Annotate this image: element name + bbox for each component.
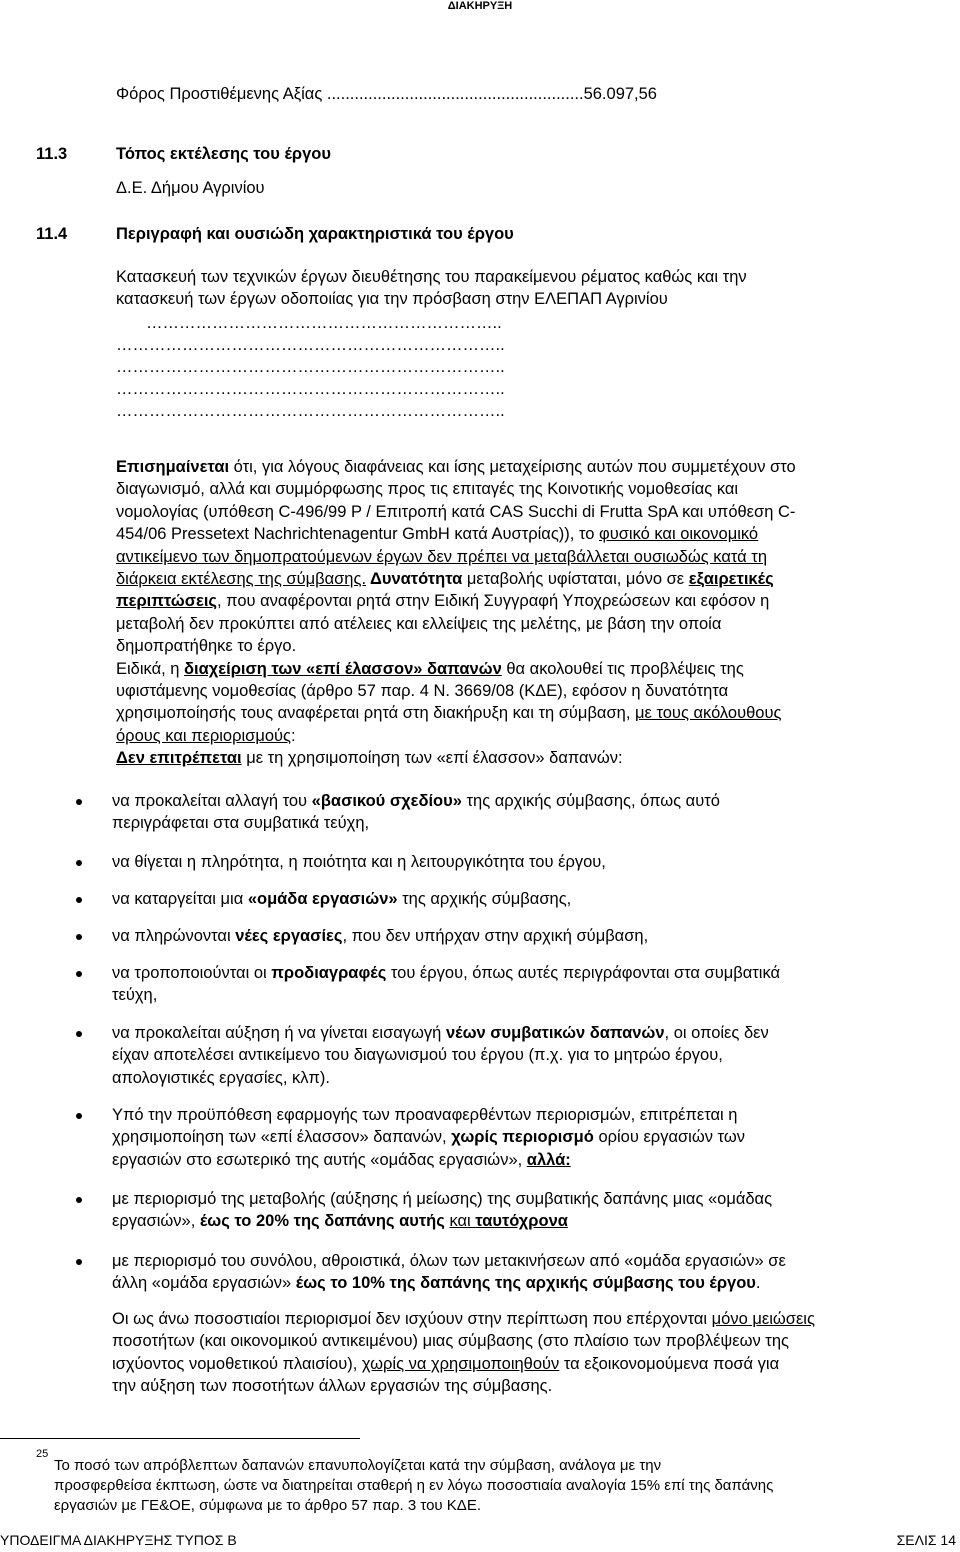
bullet-1-line-2: περιγράφεται στα συμβατικά τεύχη, bbox=[112, 814, 370, 833]
bullet-5-rest: του έργου, όπως αυτές περιγράφονται στα συμβατικά bbox=[386, 964, 781, 982]
closing-line-3-rest: τα εξοικονομούμενα ποσά για bbox=[559, 1354, 780, 1373]
notice-lead: Επισημαίνεται bbox=[116, 458, 230, 476]
bullet-dot bbox=[76, 934, 82, 940]
closing-line-4: την αύξηση των ποσοτήτων άλλων εργασιών της σύμβασης. bbox=[112, 1377, 553, 1396]
bullet-7-line-2: χρησιμοποίηση των «επί έλασσον» δαπανών, bbox=[112, 1128, 452, 1147]
closing-line-1: Οι ως άνω ποσοστιαίοι περιορισμοί δεν ισχύουν στην περίπτωση που επέρχονται bbox=[112, 1310, 712, 1328]
footnote-separator bbox=[0, 1438, 360, 1439]
bullet-6-line-2: είχαν αποτελέσει αντικείμενο του διαγωνισμού του έργου (π.χ. για το μητρώο έργου, bbox=[112, 1046, 723, 1065]
bullet-item-3 bbox=[112, 888, 956, 910]
bullet-item-6 bbox=[112, 1022, 956, 1089]
description-dots bbox=[116, 312, 956, 422]
section-11-3-number: 11.3 bbox=[36, 145, 68, 163]
notice-line-7: , που αναφέρονται ρητά στην Ειδική Συγγραφή Υποχρεώσεων και εφόσον η bbox=[217, 592, 770, 611]
bullet-8-emph: έως το 20% της δαπάνης αυτής bbox=[199, 1212, 445, 1231]
section-11-4-description bbox=[116, 266, 956, 311]
bullet-8-text: με περιορισμό της μεταβολής (αύξησης ή μείωσης) της συμβατικής δαπάνης μιας «ομάδας bbox=[112, 1190, 773, 1208]
dots-line-5: …………………………………………………………….. bbox=[116, 402, 505, 420]
bullet-item-4 bbox=[112, 925, 956, 947]
bullet-7-text: Υπό την προϋπόθεση εφαρμογής των προαναφερθέντων περιορισμών, επιτρέπεται η bbox=[112, 1106, 738, 1124]
closing-line-2: ποσοτήτων (και οικονομικού αντικειμένου) μιας σύμβασης (στο πλαίσιο των προβλέψεων της bbox=[112, 1332, 789, 1351]
dots-line-1: ……………………………………………………….. bbox=[146, 314, 502, 332]
notice-line-10-emph: διαχείριση των «επί έλασσον» δαπανών bbox=[184, 659, 502, 678]
section-11-4-number: 11.4 bbox=[36, 225, 68, 243]
bullet-dot bbox=[76, 860, 82, 866]
description-line-2: κατασκευή των έργων οδοποιίας για την πρόσβαση στην ΕΛΕΠΑΠ Αγρινίου bbox=[116, 290, 668, 309]
closing-line-1-underlined: μόνο μειώσεις bbox=[711, 1310, 815, 1328]
notice-line-10-rest: θα ακολουθεί τις προβλέψεις της bbox=[501, 659, 744, 678]
footnote-line-1: Το ποσό των απρόβλεπτων δαπανών επανυπολογίζεται κατά την σύμβαση, ανάλογα με την bbox=[54, 1457, 662, 1474]
footnote-marker: 25 bbox=[36, 1448, 49, 1460]
footnote-line-2: προσφερθείσα έκπτωση, ώστε να διατηρείται σταθερή η εν λόγω ποσοστιαία αναλογία 15% επί της δαπάνης bbox=[54, 1477, 774, 1494]
bullet-5-text: να τροποποιούνται οι bbox=[112, 964, 272, 982]
vat-line: Φόρος Προστιθέμενης Αξίας ........................................................56.097,56 bbox=[116, 85, 657, 103]
bullet-6-emph: νέων συμβατικών δαπανών bbox=[445, 1024, 665, 1042]
dots-line-4: …………………………………………………………….. bbox=[116, 380, 505, 398]
bullet-9-line-2: άλλη «ομάδα εργασιών» bbox=[112, 1274, 296, 1293]
notice-line-10: Ειδικά, η bbox=[116, 659, 185, 678]
bullet-8-emph-2: ταυτόχρονα bbox=[475, 1212, 568, 1231]
bullet-1-emph: «βασικού σχεδίου» bbox=[311, 792, 462, 810]
closing-line-3-underlined: χωρίς να χρησιμοποιηθούν bbox=[361, 1354, 560, 1373]
closing-line-3: ισχύοντος νομοθετικού πλαισίου), bbox=[112, 1354, 362, 1373]
section-11-3-title: Τόπος εκτέλεσης του έργου bbox=[116, 145, 331, 163]
notice-line-12-underlined: με τους ακόλουθους bbox=[635, 704, 782, 723]
description-line-1: Κατασκευή των τεχνικών έργων διευθέτησης του παρακείμενου ρέματος καθώς και την bbox=[116, 268, 747, 286]
notice-line-13-underlined: όρους και περιορισμούς bbox=[116, 726, 291, 745]
notice-line-11: υφιστάμενης νομοθεσίας (άρθρο 57 παρ. 4 Ν. 3669/08 (ΚΔΕ), εφόσον η δυνατότητα bbox=[116, 681, 729, 700]
bullet-9-text: με περιορισμό του συνόλου, αθροιστικά, όλων των μετακινήσεων από «ομάδα εργασιών» σε bbox=[112, 1252, 786, 1270]
bullet-5-line-2: τεύχη, bbox=[112, 986, 158, 1005]
bullet-9-rest: . bbox=[755, 1274, 761, 1293]
bullet-7-line-3: εργασιών στο εσωτερικό της αυτής «ομάδας εργασιών», bbox=[112, 1150, 527, 1169]
closing-paragraph bbox=[112, 1308, 956, 1398]
bullet-item-1 bbox=[112, 790, 956, 835]
bullet-dot bbox=[76, 1031, 82, 1037]
bullet-3-rest: της αρχικής σύμβασης, bbox=[397, 890, 572, 908]
notice-line-5: αντικείμενο των δημοπρατούμενων έργων δεν πρέπει να μεταβάλλεται ουσιωδώς κατά τη bbox=[116, 547, 767, 566]
bullet-dot bbox=[76, 897, 82, 903]
footnote-line-3: εργασιών με ΓΕ&ΟΕ, σύμφωνα με το άρθρο 57 παρ. 3 του ΚΔΕ. bbox=[54, 1497, 481, 1514]
bullet-1-text: να προκαλείται αλλαγή του bbox=[112, 792, 312, 810]
bullet-4-emph: νέες εργασίες bbox=[235, 927, 343, 945]
bullet-1-rest: της αρχικής σύμβασης, όπως αυτό bbox=[461, 792, 720, 810]
notice-line-2: διαγωνισμό, αλλά και συμμόρφωσης προς τις επιταγές της Κοινοτικής νομοθεσίας και bbox=[116, 480, 739, 499]
bullet-8-line-2: εργασιών», bbox=[112, 1212, 200, 1231]
notice-line-6: μεταβολής υφίσταται, μόνο σε bbox=[462, 569, 689, 588]
notice-line-14: με τη χρησιμοποίηση των «επί έλασσον» δαπανών: bbox=[241, 749, 623, 768]
bullet-item-5 bbox=[112, 962, 956, 1007]
bullet-7-emph-2: αλλά: bbox=[526, 1150, 571, 1169]
notice-line-13: : bbox=[291, 726, 296, 745]
notice-paragraph bbox=[116, 456, 956, 769]
bullet-dot bbox=[76, 1113, 82, 1119]
bullet-3-emph: «ομάδα εργασιών» bbox=[247, 890, 398, 908]
notice-line-3: νομολογίας (υπόθεση C-496/99 P / Επιτροπή κατά CAS Succhi di Frutta SpA και υπόθεση C- bbox=[116, 502, 796, 521]
bullet-4-rest: , που δεν υπήρχαν στην αρχική σύμβαση, bbox=[342, 927, 649, 945]
bullet-8-underlined: και bbox=[449, 1212, 476, 1231]
bullet-7-rest: ορίου εργασιών των bbox=[593, 1128, 745, 1147]
notice-line-7-emph: περιπτώσεις bbox=[116, 592, 218, 611]
dots-line-3: …………………………………………………………….. bbox=[116, 358, 505, 376]
bullet-2-text: να θίγεται η πληρότητα, η ποιότητα και η λειτουργικότητα του έργου, bbox=[112, 853, 606, 871]
footer-right: ΣΕΛΙΣ 14 bbox=[896, 1532, 956, 1548]
notice-line-6-underlined: διάρκεια εκτέλεσης της σύμβασης. bbox=[116, 569, 367, 588]
bullet-item-9 bbox=[112, 1250, 956, 1295]
notice-line-4-underlined: φυσικό και οικονομικό bbox=[599, 525, 759, 544]
bullet-6-rest: , οι οποίες δεν bbox=[664, 1024, 769, 1042]
bullet-3-text: να καταργείται μια bbox=[112, 890, 248, 908]
notice-line-8: μεταβολή δεν προκύπτει από ατέλειες και ελλείψεις της μελέτης, με βάση την οποία bbox=[116, 614, 722, 633]
bullet-dot bbox=[76, 1197, 82, 1203]
section-11-4-title: Περιγραφή και ουσιώδη χαρακτηριστικά του έργου bbox=[116, 225, 514, 243]
bullet-item-2 bbox=[112, 851, 956, 873]
notice-line-4: 454/06 Pressetext Nachrichtenagentur GmbH κατά Αυστρίας)), το bbox=[116, 525, 599, 544]
bullet-6-text: να προκαλείται αύξηση ή να γίνεται εισαγωγή bbox=[112, 1024, 446, 1042]
bullet-4-text: να πληρώνονται bbox=[112, 927, 236, 945]
section-11-3-value: Δ.Ε. Δήμου Αγρινίου bbox=[116, 179, 265, 197]
bullet-6-line-3: απολογιστικές εργασίες, κλπ). bbox=[112, 1068, 330, 1087]
notice-line-1: ότι, για λόγους διαφάνειας και ίσης μεταχείρισης αυτών που συμμετέχουν στο bbox=[229, 458, 796, 476]
dots-line-2: …………………………………………………………….. bbox=[116, 336, 505, 354]
bullet-7-emph: χωρίς περιορισμό bbox=[451, 1128, 594, 1147]
bullet-9-emph: έως το 10% της δαπάνης της αρχικής σύμβασης του έργου bbox=[295, 1274, 756, 1293]
page-header: ΔΙΑΚΗΡΥΞΗ bbox=[447, 0, 513, 12]
footnote-text bbox=[54, 1456, 954, 1516]
notice-line-14-emph: Δεν επιτρέπεται bbox=[116, 749, 242, 768]
bullet-item-8 bbox=[112, 1188, 956, 1233]
bullet-dot bbox=[76, 1259, 82, 1265]
notice-line-6-bold: Δυνατότητα bbox=[366, 569, 463, 588]
notice-line-9: δημοπρατήθηκε το έργο. bbox=[116, 637, 297, 656]
bullet-dot bbox=[76, 799, 82, 805]
notice-line-12: χρησιμοποίησής τους αναφέρεται ρητά στη διακήρυξη και τη σύμβαση, bbox=[116, 704, 636, 723]
bullet-dot bbox=[76, 971, 82, 977]
bullet-5-emph: προδιαγραφές bbox=[271, 964, 387, 982]
bullet-item-7 bbox=[112, 1104, 956, 1171]
footer-left: ΥΠΟΔΕΙΓΜΑ ΔΙΑΚΗΡΥΞΗΣ ΤΥΠΟΣ Β bbox=[0, 1532, 237, 1548]
notice-line-6-emph: εξαιρετικές bbox=[688, 569, 774, 588]
